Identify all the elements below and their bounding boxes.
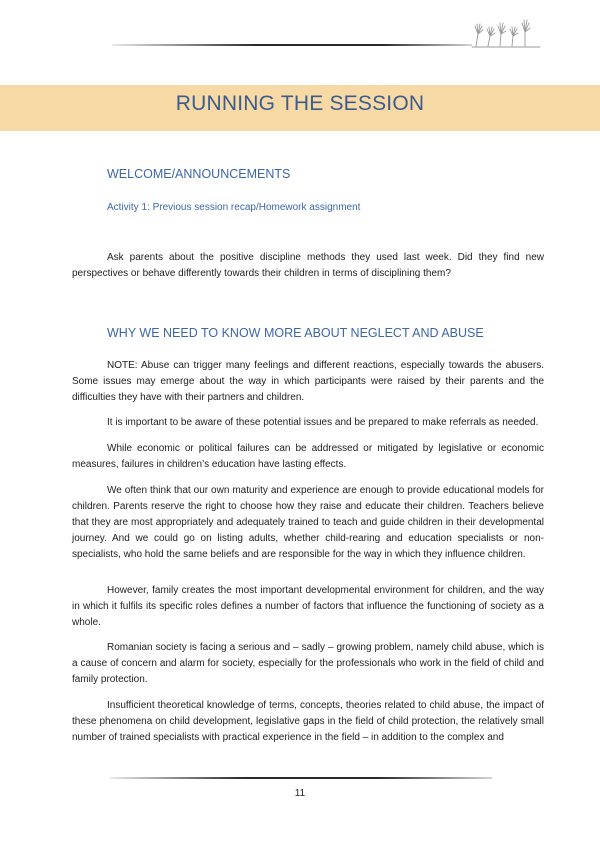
paragraph-failures: While economic or political failures can be addressed or mitigated by legislative or economic measures, failures in children’s education have lasting effects. — [72, 443, 544, 470]
neglect-heading: WHY WE NEED TO KNOW MORE ABOUT NEGLECT AND ABUSE — [107, 326, 484, 340]
paragraph-note: NOTE: Abuse can trigger many feelings and different reactions, especially towards the abusers. Some issues may emerge about the way in which participants were raised by their parents and the difficulties they have with their partners and children. — [72, 360, 544, 403]
page-title: RUNNING THE SESSION — [175, 92, 425, 115]
paragraph-maturity: We often think that our own maturity and experience are enough to provide educational models for children. Parents reserve the right to choose how they raise and educate their children. Teachers believe that they are most appropriately and adequately trained to teach and guide children in their developmental journey. And we could go on listing adults, whether child-rearing and education specialists or non-specialists, who hold the same beliefs and are responsible for the way in which they influence children. — [72, 485, 544, 560]
footer-rule — [110, 777, 492, 779]
activity-heading: Activity 1: Previous session recap/Homework assignment — [107, 202, 361, 213]
paragraph-family: However, family creates the most important developmental environment for children, and the way in which it fulfils its specific roles defines a number of factors that influence the functioning of society as a whole. — [72, 585, 544, 628]
raised-hands-logo-icon — [470, 12, 542, 48]
page-number: 11 — [294, 788, 306, 799]
paragraph-insufficient: Insufficient theoretical knowledge of terms, concepts, theories related to child abuse, the impact of these phenomena on child development, legislative gaps in the field of child protection, the relatively small number of trained specialists with practical experience in the field – in addition to the complex and — [72, 700, 544, 743]
welcome-heading: WELCOME/ANNOUNCEMENTS — [107, 167, 291, 181]
paragraph-romanian-society: Romanian society is facing a serious and – sadly – growing problem, namely child abuse, which is a cause of concern and alarm for society, especially for the professionals who work in the field of child and family protection. — [72, 642, 544, 685]
header-rule — [112, 44, 472, 46]
welcome-paragraph: Ask parents about the positive discipline methods they used last week. Did they find new perspectives or behave differently towards their children in terms of disciplining them? — [72, 252, 544, 279]
paragraph-referrals: It is important to be aware of these potential issues and be prepared to make referrals as needed. — [107, 417, 539, 428]
